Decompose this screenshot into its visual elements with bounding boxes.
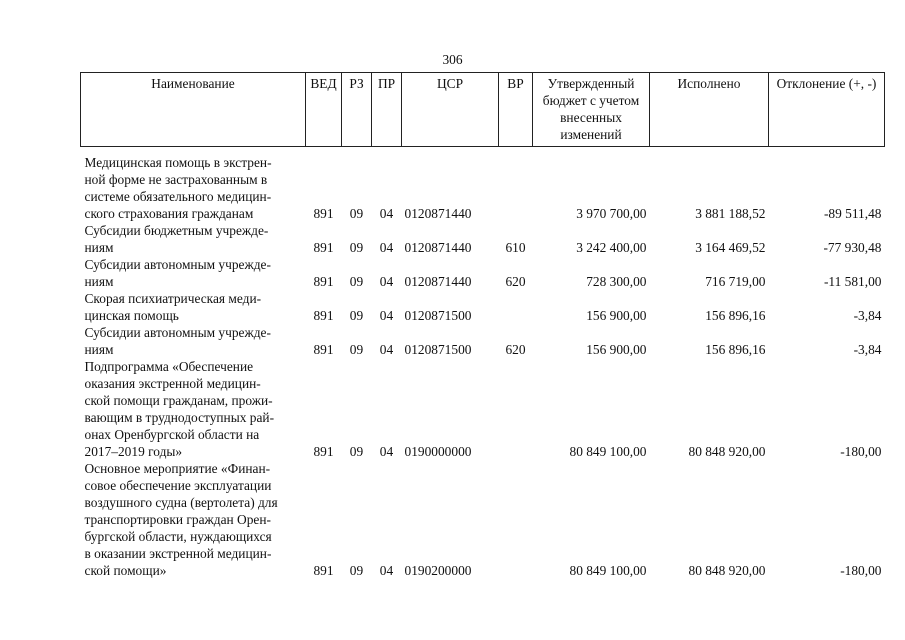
row-name-line: 2017–2019 годы»: [84, 444, 183, 459]
row-pr: 04: [379, 308, 394, 323]
row-deviation: -3,84: [853, 342, 882, 357]
row-ved: 891: [313, 342, 334, 357]
row-name-line: оказания экстренной медицин-: [84, 376, 261, 391]
row-name-line: цинская помощь: [84, 308, 179, 323]
row-executed: 156 896,16: [705, 308, 766, 323]
row-name-line: онах Оренбургской области на: [84, 427, 260, 442]
row-ved: 891: [313, 308, 334, 323]
row-approved: 3 242 400,00: [576, 240, 647, 255]
row-rz: 09: [349, 342, 364, 357]
col-header-csr: ЦСР: [402, 73, 499, 147]
row-approved: 728 300,00: [586, 274, 647, 289]
row-deviation: -3,84: [853, 308, 882, 323]
page-number: 306: [442, 52, 463, 67]
row-rz: 09: [349, 444, 364, 459]
table-body: [81, 147, 885, 580]
row-name-line: воздушного судна (вертолета) для: [84, 495, 278, 510]
row-name-line: Субсидии бюджетным учрежде-: [84, 223, 269, 238]
col-header-deviation: Отклонение (+, -): [769, 73, 885, 147]
row-name-line: системе обязательного медицин-: [84, 189, 272, 204]
row-ved: 891: [313, 206, 334, 221]
row-approved: 80 849 100,00: [569, 444, 647, 459]
row-name-line: бургской области, нуждающихся: [84, 529, 272, 544]
row-deviation: -180,00: [840, 563, 882, 578]
row-executed: 80 848 920,00: [688, 444, 766, 459]
row-rz: 09: [349, 563, 364, 578]
row-pr: 04: [379, 444, 394, 459]
col-header-approved: Утвержденный бюджет с учетом внесенных изменений: [533, 73, 650, 147]
col-header-ved: ВЕД: [306, 73, 342, 147]
row-vr: [499, 290, 533, 324]
row-executed: 80 848 920,00: [688, 563, 766, 578]
row-name-line: Скорая психиатрическая меди-: [84, 291, 262, 306]
row-name-line: Субсидии автономным учрежде-: [84, 325, 271, 340]
row-name: [81, 358, 306, 460]
row-vr: 620: [505, 274, 526, 289]
table-row: [81, 290, 885, 324]
row-name: [81, 460, 306, 579]
row-ved: 891: [313, 274, 334, 289]
row-pr: 04: [379, 274, 394, 289]
row-name-line: ниям: [84, 342, 114, 357]
row-name: [81, 324, 306, 358]
row-name-line: ского страхования гражданам: [84, 206, 254, 221]
row-csr: 0120871500: [404, 308, 472, 323]
row-csr: 0120871440: [404, 240, 472, 255]
row-name: [81, 147, 306, 223]
table-row: [81, 222, 885, 256]
row-csr: 0120871500: [404, 342, 472, 357]
row-rz: 09: [349, 240, 364, 255]
row-name-line: Подпрограмма «Обеспечение: [84, 359, 254, 374]
row-name-line: ниям: [84, 240, 114, 255]
row-csr: 0190200000: [404, 563, 472, 578]
col-header-name: Наименование: [81, 73, 306, 147]
row-approved: 80 849 100,00: [569, 563, 647, 578]
row-deviation: -89 511,48: [823, 206, 882, 221]
table-row: [81, 358, 885, 460]
row-vr: 610: [505, 240, 526, 255]
row-name-line: ной форме не застрахованным в: [84, 172, 268, 187]
row-name: [81, 290, 306, 324]
row-ved: 891: [313, 444, 334, 459]
row-executed: 156 896,16: [705, 342, 766, 357]
row-deviation: -77 930,48: [823, 240, 882, 255]
row-name-line: ниям: [84, 274, 114, 289]
col-header-executed: Исполнено: [650, 73, 769, 147]
row-pr: 04: [379, 240, 394, 255]
row-approved: 156 900,00: [586, 342, 647, 357]
row-vr: 620: [505, 342, 526, 357]
row-executed: 716 719,00: [705, 274, 766, 289]
row-name-line: вающим в труднодоступных рай-: [84, 410, 275, 425]
budget-table: [80, 72, 885, 579]
row-rz: 09: [349, 308, 364, 323]
row-csr: 0120871440: [404, 274, 472, 289]
table-row: [81, 460, 885, 579]
col-header-pr: ПР: [372, 73, 402, 147]
row-csr: 0190000000: [404, 444, 472, 459]
row-pr: 04: [379, 563, 394, 578]
row-deviation: -180,00: [840, 444, 882, 459]
col-header-rz: РЗ: [342, 73, 372, 147]
table-row: [81, 147, 885, 223]
row-name: [81, 222, 306, 256]
row-rz: 09: [349, 274, 364, 289]
row-approved: 156 900,00: [586, 308, 647, 323]
row-pr: 04: [379, 342, 394, 357]
row-name-line: в оказании экстренной медицин-: [84, 546, 272, 561]
table-row: [81, 324, 885, 358]
row-name-line: совое обеспечение эксплуатации: [84, 478, 272, 493]
row-pr: 04: [379, 206, 394, 221]
row-name-line: Основное мероприятие «Финан-: [84, 461, 271, 476]
table-row: [81, 256, 885, 290]
row-ved: 891: [313, 240, 334, 255]
col-header-vr: ВР: [499, 73, 533, 147]
row-ved: 891: [313, 563, 334, 578]
row-name-line: ской помощи»: [84, 563, 167, 578]
row-rz: 09: [349, 206, 364, 221]
row-executed: 3 881 188,52: [695, 206, 766, 221]
row-executed: 3 164 469,52: [695, 240, 766, 255]
row-name: [81, 256, 306, 290]
row-name-line: Медицинская помощь в экстрен-: [84, 155, 272, 170]
row-approved: 3 970 700,00: [576, 206, 647, 221]
row-vr: [499, 358, 533, 460]
row-vr: [499, 147, 533, 223]
row-name-line: транспортировки граждан Орен-: [84, 512, 271, 527]
table-header-row: [81, 73, 885, 147]
row-deviation: -11 581,00: [823, 274, 882, 289]
row-csr: 0120871440: [404, 206, 472, 221]
row-name-line: Субсидии автономным учрежде-: [84, 257, 271, 272]
row-name-line: ской помощи гражданам, прожи-: [84, 393, 273, 408]
row-vr: [499, 460, 533, 579]
